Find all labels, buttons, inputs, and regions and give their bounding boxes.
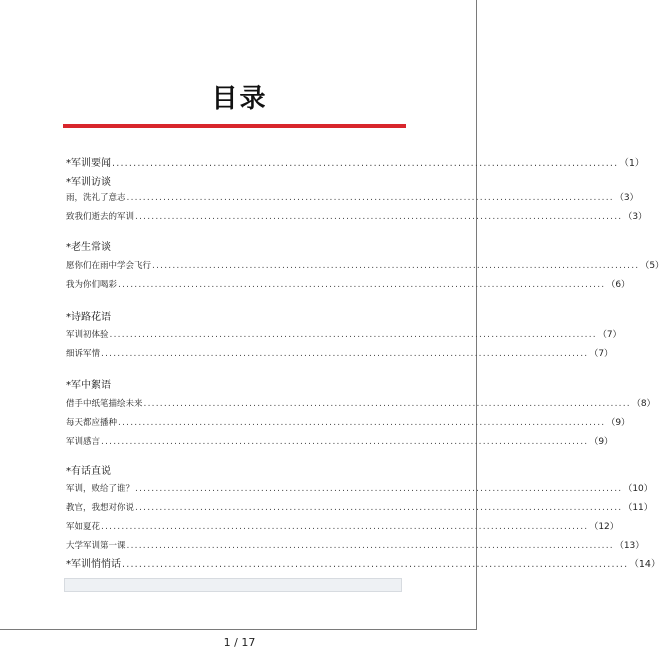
dot-leader: ........................................................................................................................ [135, 503, 623, 513]
toc-section-heading [66, 462, 402, 477]
toc-section-label: *老生常谈 [66, 242, 111, 253]
toc-entry-label: 愿你们在雨中学会飞行 [66, 261, 152, 271]
toc-entry [66, 277, 631, 290]
toc-section-heading [66, 173, 402, 188]
toc-entry-label: 细诉军情 [66, 349, 101, 359]
toc-entry-label: 雨，洗礼了意志 [66, 193, 126, 203]
dot-leader: ........................................................................................................................ [122, 559, 629, 570]
toc-section-heading [66, 308, 402, 323]
toc-entry [66, 190, 639, 203]
toc-section-label: *军训访谈 [66, 177, 111, 188]
toc-page-number: （12） [589, 522, 619, 532]
page-indicator: 1 / 17 [223, 636, 256, 649]
toc-page-number: （3） [614, 193, 639, 203]
dot-leader: ........................................................................................................................ [126, 193, 614, 203]
toc-entry [66, 209, 648, 222]
toc-page-number: （3） [623, 212, 648, 222]
dot-leader: ........................................................................................................................ [143, 399, 631, 409]
toc-section-label: *诗路花语 [66, 312, 111, 323]
toc-entry [66, 519, 619, 532]
toc-entry-label: 军训感言 [66, 437, 101, 447]
toc-section-heading [66, 238, 402, 253]
page-footer-bar [64, 578, 402, 592]
dot-leader: ........................................................................................................................ [101, 437, 589, 447]
dot-leader: ........................................................................................................................ [112, 158, 619, 169]
dot-leader: ........................................................................................................................ [109, 330, 597, 340]
toc-entry [66, 415, 631, 428]
toc-entry [66, 434, 614, 447]
dot-leader: ........................................................................................................................ [126, 541, 614, 551]
toc-entry-label: 军训，败给了谁？ [66, 484, 135, 494]
toc-entry-label: 我为你们喝彩 [66, 280, 118, 290]
dot-leader: ........................................................................................................................ [135, 484, 623, 494]
toc-section-heading [66, 555, 661, 570]
toc-entry-label: 每天都应播种 [66, 418, 118, 428]
toc-entry [66, 327, 622, 340]
toc-entry [66, 346, 614, 359]
toc-page-number: （7） [589, 349, 614, 359]
dot-leader: ........................................................................................................................ [101, 349, 589, 359]
toc-page-number: （8） [631, 399, 656, 409]
dot-leader: ........................................................................................................................ [135, 212, 623, 222]
toc-entry-label: 军如夏花 [66, 522, 101, 532]
toc-page-number: （13） [614, 541, 645, 551]
toc-entry-label: 军训初体验 [66, 330, 109, 340]
toc-section-label: *有话直说 [66, 466, 111, 477]
toc-entry [66, 396, 656, 409]
toc-page-number: （14） [629, 559, 661, 570]
toc-entry-label: 致我们逝去的军训 [66, 212, 135, 222]
toc-page-number: （6） [606, 280, 631, 290]
page-title: 目录 [211, 84, 268, 114]
dot-leader: ........................................................................................................................ [101, 522, 589, 532]
toc-entry [66, 481, 653, 494]
toc-entry [66, 258, 664, 271]
toc-page-number: （11） [623, 503, 653, 513]
toc-page-number: （9） [589, 437, 614, 447]
dot-leader: ........................................................................................................................ [118, 280, 606, 290]
toc-entry-label: 大学军训第一课 [66, 541, 126, 551]
toc-section-label: *军训悄悄话 [66, 559, 121, 570]
toc-page-number: （7） [597, 330, 622, 340]
toc-entry-label: 借手中纸笔描绘未来 [66, 399, 143, 409]
toc-page-number: （1） [619, 158, 645, 169]
toc-section-label: *军中絮语 [66, 380, 111, 391]
toc-entry-label: 教官，我想对你说 [66, 503, 135, 513]
toc-section-heading [66, 376, 402, 391]
title-divider [63, 124, 406, 128]
toc-section-label: *军训要闻 [66, 158, 111, 169]
toc-page-number: （5） [640, 261, 664, 271]
toc-page-number: （10） [623, 484, 653, 494]
toc-entry [66, 500, 653, 513]
dot-leader: ........................................................................................................................ [152, 261, 640, 271]
toc-section-heading [66, 154, 645, 169]
dot-leader: ........................................................................................................................ [118, 418, 606, 428]
toc-page-number: （9） [606, 418, 631, 428]
toc-entry [66, 538, 645, 551]
